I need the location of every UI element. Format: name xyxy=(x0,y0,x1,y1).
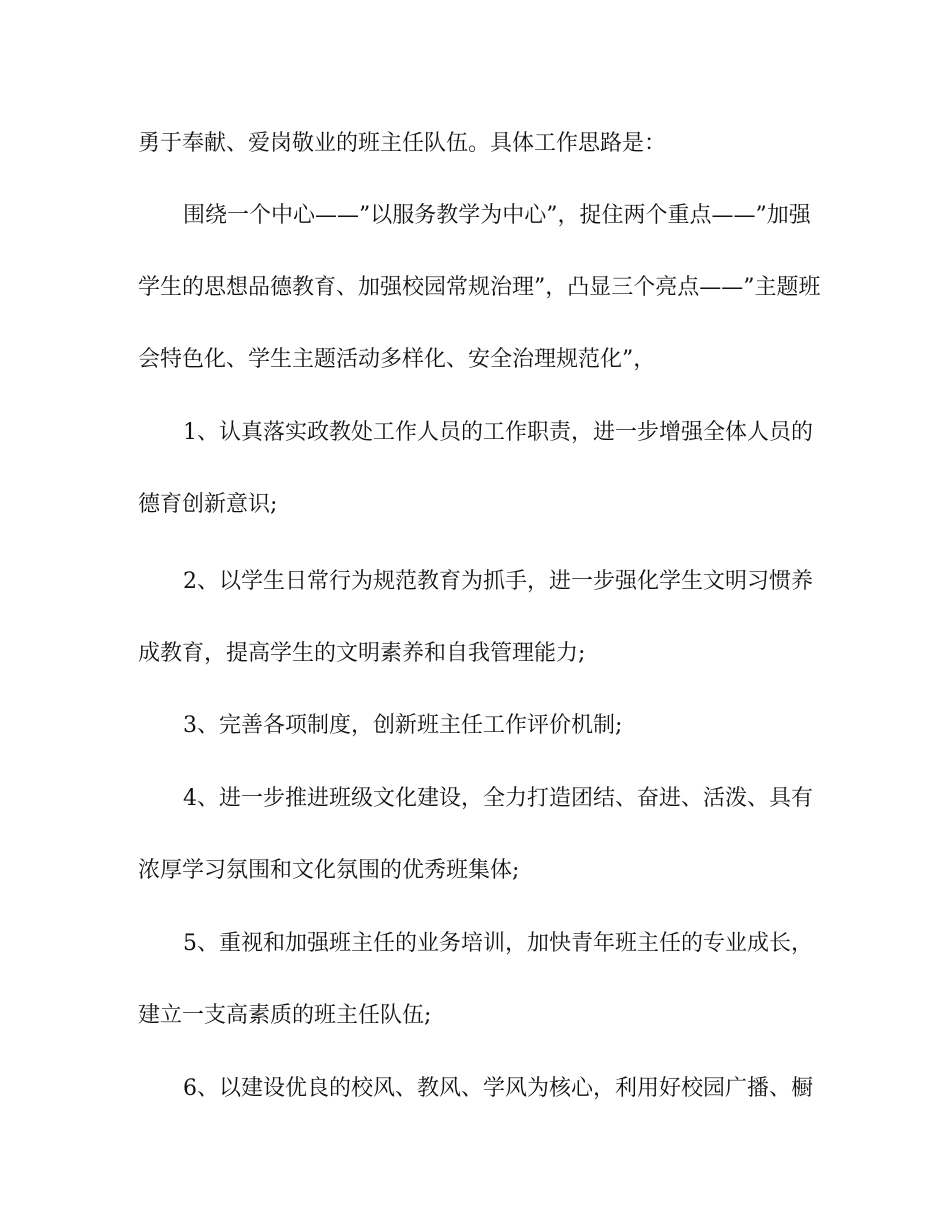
text-line: 会特色化、学生主题活动多样化、安全治理规范化”， xyxy=(138,347,656,372)
text-line: 浓厚学习氛围和文化氛围的优秀班集体; xyxy=(138,858,520,883)
text-line: 建立一支高素质的班主任队伍; xyxy=(138,1003,432,1028)
text-line: 1、认真落实政教处工作人员的工作职责，进一步增强全体人员的 xyxy=(183,420,813,445)
text-line: 5、重视和加强班主任的业务培训，加快青年班主任的专业成长， xyxy=(183,931,813,956)
text-line: 4、进一步推进班级文化建设，全力打造团结、奋进、活泼、具有 xyxy=(183,786,813,811)
text-line: 勇于奉献、爱岗敬业的班主任队伍。具体工作思路是： xyxy=(138,131,667,156)
text-line: 2、以学生日常行为规范教育为抓手，进一步强化学生文明习惯养 xyxy=(183,569,813,594)
text-line: 德育创新意识; xyxy=(138,492,278,517)
text-line: 6、以建设优良的校风、教风、学风为核心，利用好校园广播、橱 xyxy=(183,1076,813,1101)
text-line: 围绕一个中心——”以服务教学为中心”，捉住两个重点——”加强 xyxy=(183,203,811,228)
text-line: 3、完善各项制度，创新班主任工作评价机制; xyxy=(183,713,623,738)
text-line: 成教育，提高学生的文明素养和自我管理能力; xyxy=(138,641,586,666)
text-line: 学生的思想品德教育、加强校园常规治理”，凸显三个亮点——”主题班 xyxy=(138,275,821,300)
